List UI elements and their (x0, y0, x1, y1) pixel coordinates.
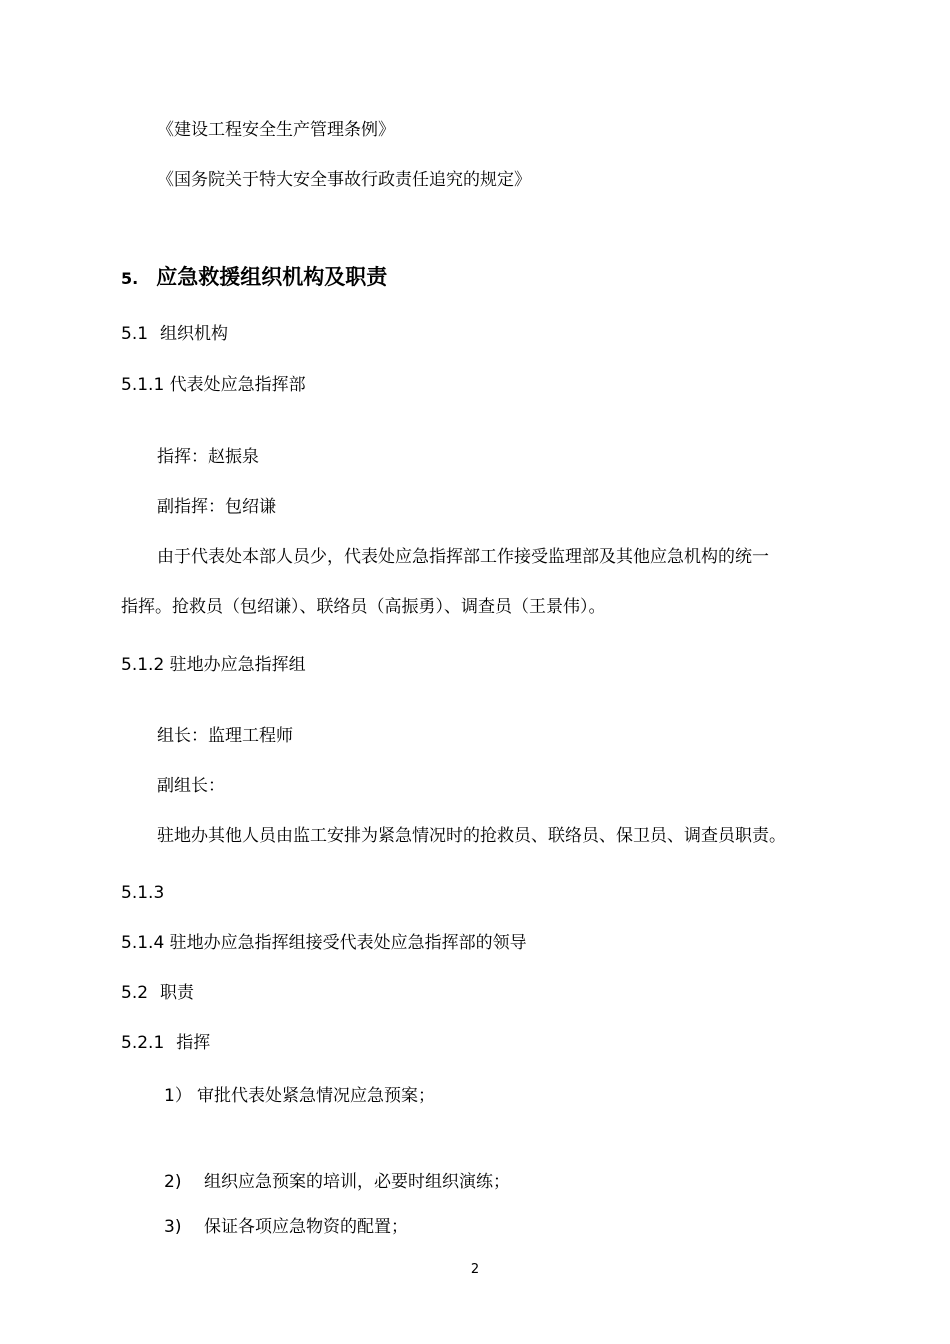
paragraph-line: 指挥。抢救员（包绍谦）、联络员（高振勇）、调查员（王景伟）。 (121, 597, 606, 617)
subsection-title: 职责 (160, 983, 195, 1003)
deputy-commander-line: 副指挥：包绍谦 (157, 497, 276, 517)
paragraph-line: 驻地办其他人员由监工安排为紧急情况时的抢救员、联络员、保卫员、调查员职责。 (157, 826, 786, 846)
subsubsection-heading: 5.1.1 代表处应急指挥部 (121, 375, 306, 395)
subsection-title: 组织机构 (160, 324, 229, 344)
subsubsection-heading: 5.1.3 (121, 883, 165, 903)
deputy-leader-line: 副组长： (157, 776, 225, 796)
section-number: 5. (121, 269, 139, 288)
section-title: 应急救援组织机构及职责 (156, 265, 388, 289)
subsubsection-number: 5.2.1 (121, 1033, 165, 1053)
subsubsection-heading: 5.1.2 驻地办应急指挥组 (121, 655, 306, 675)
page-number: 2 (470, 1262, 480, 1277)
subsection-number: 5.1 (121, 324, 149, 344)
list-item (164, 1216, 408, 1238)
subsubsection-title: 指挥 (176, 1033, 211, 1053)
paragraph-line: 由于代表处本部人员少，代表处应急指挥部工作接受监理部及其他应急机构的统一 (157, 547, 769, 567)
group-leader-line: 组长：监理工程师 (157, 726, 293, 746)
subsection-heading (121, 982, 194, 1004)
subsection-heading (121, 323, 228, 345)
list-item-text: 保证各项应急物资的配置； (204, 1217, 408, 1237)
subsection-number: 5.2 (121, 983, 149, 1003)
subsubsection-heading (121, 1032, 210, 1054)
list-item-text: 审批代表处紧急情况应急预案； (197, 1086, 435, 1106)
list-item-number: 1） (164, 1086, 192, 1106)
section-heading (121, 263, 387, 293)
list-item (164, 1085, 435, 1107)
reference-line: 《建设工程安全生产管理条例》 (157, 120, 395, 140)
subsubsection-heading: 5.1.4 驻地办应急指挥组接受代表处应急指挥部的领导 (121, 933, 527, 953)
reference-line: 《国务院关于特大安全事故行政责任追究的规定》 (157, 170, 531, 190)
list-item-text: 组织应急预案的培训，必要时组织演练； (204, 1172, 510, 1192)
list-item-number: 3) (164, 1217, 182, 1237)
commander-line: 指挥：赵振泉 (157, 447, 259, 467)
list-item (164, 1171, 510, 1193)
list-item-number: 2) (164, 1172, 182, 1192)
